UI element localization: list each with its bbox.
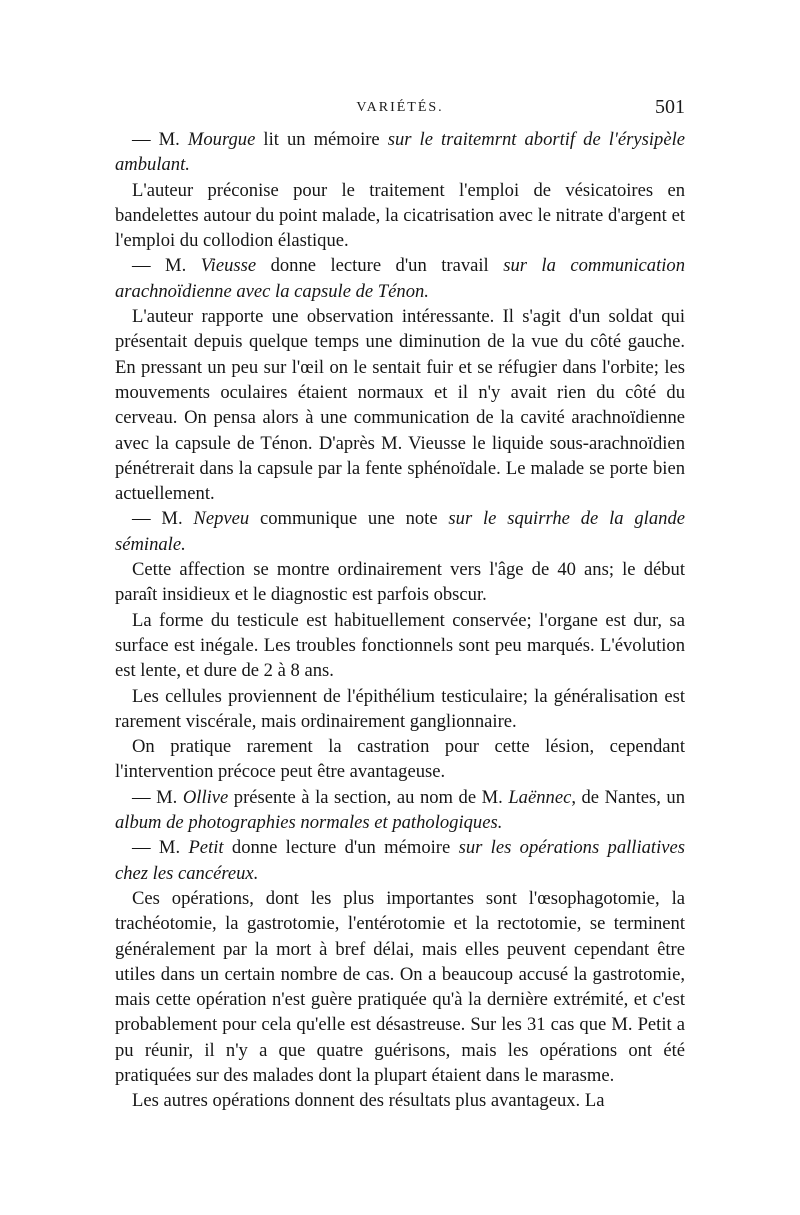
text-run: L'auteur rapporte une observation intéressante. Il s'agit d'un soldat qui présentait depuis quelque temps une diminution de la vue du côté gauche. En pressant un peu sur l'œil on le sentait fuir et se réfugier dans l'orbite; les mouvements oculaires étaient normaux et il n'y avait rien du côté du cerveau. On pensa alors à une communication de la cavité arachnoïdienne avec la capsule de Ténon. D'après M. Vieusse le liquide sous-arachnoïdien pénétrerait dans la capsule par la fente sphénoïdale. Le malade se porte bien actuellement. [115,306,685,505]
italic-text: Mourgue [187,129,256,150]
page-number: 501 [655,96,685,118]
paragraph [115,684,685,735]
paragraph [115,178,685,254]
text-run: présente à la section, au nom de M. [228,786,509,808]
text-run: — M. [132,129,188,150]
text-run: Les autres opérations donnent des résultats plus avantageux. La [132,1090,605,1112]
text-run: — M. [132,255,201,277]
text-run: , de Nantes, un [571,786,685,808]
paragraph [115,835,685,886]
italic-text: Laënnec [508,786,572,808]
paragraph [115,608,685,684]
text-run: Ces opérations, dont les plus importantes sont l'œsophagotomie, la trachéotomie, la gastrotomie, l'entérotomie et la rectotomie, se terminent généralement par la mort à bref délai, mais elles peuvent cependant être utiles dans un certain nombre de cas. On a beaucoup accusé la gastrotomie, mais cette opération n'est guère pratiquée qu'à la dernière extrémité, et c'est probablement pour cela qu'elle est désastreuse. Sur les 31 cas que M. Petit a pu réunir, il n'y a que quatre guérisons, mais les opérations ont été pratiquées sur des malades dont la plupart étaient dans le marasme. [115,887,685,1086]
paragraph [115,127,685,178]
italic-text: Vieusse [200,255,257,277]
text-run: On pratique rarement la castration pour cette lésion, cependant l'intervention précoce peut être avantageuse. [115,736,685,783]
paragraph [115,886,685,1088]
body-text [115,127,685,1114]
text-run: lit un mémoire [255,129,388,150]
italic-text: sur le traitemrnt abortif de l'érysipèle ambulant. [115,129,685,176]
text-run: — M. [132,837,189,859]
text-run: donne lecture d'un mémoire [223,837,459,859]
text-run: — M. [132,786,183,808]
text-run: Les cellules proviennent de l'épithélium testiculaire; la généralisation est rarement viscérale, mais ordinairement ganglionnaire. [115,685,685,732]
paragraph [115,557,685,608]
italic-text: Petit [188,837,224,859]
text-run: donne lecture d'un travail [256,255,504,277]
paragraph [115,506,685,557]
text-run: communique une note [249,508,449,530]
paragraph [115,253,685,304]
page-header [115,96,685,122]
italic-text: Nepveu [193,508,250,530]
paragraph [115,1088,685,1113]
text-run: Cette affection se montre ordinairement vers l'âge de 40 ans; le début paraît insidieux et le diagnostic est parfois obscur. [115,559,685,606]
text-run: — M. [132,508,194,530]
paragraph [115,785,685,836]
text-run: La forme du testicule est habituellement conservée; l'organe est dur, sa surface est inégale. Les troubles fonctionnels sont peu marqués. L'évolution est lente, et dure de 2 à 8 ans. [115,609,685,682]
italic-text: album de photographies normales et pathologiques. [115,812,503,834]
paragraph [115,734,685,785]
text-run: L'auteur préconise pour le traitement l'emploi de vésicatoires en bandelettes autour du point malade, la cicatrisation avec le nitrate d'argent et l'emploi du collodion élastique. [115,179,685,252]
italic-text: sur la communication arachnoïdienne avec la capsule de Ténon. [115,255,686,302]
italic-text: sur les opérations palliatives chez les cancéreux. [115,837,686,884]
running-title: VARIÉTÉS. [356,100,444,115]
italic-text: sur le squirrhe de la glande séminale. [115,508,685,555]
paragraph [115,304,685,506]
italic-text: Ollive [182,786,229,808]
